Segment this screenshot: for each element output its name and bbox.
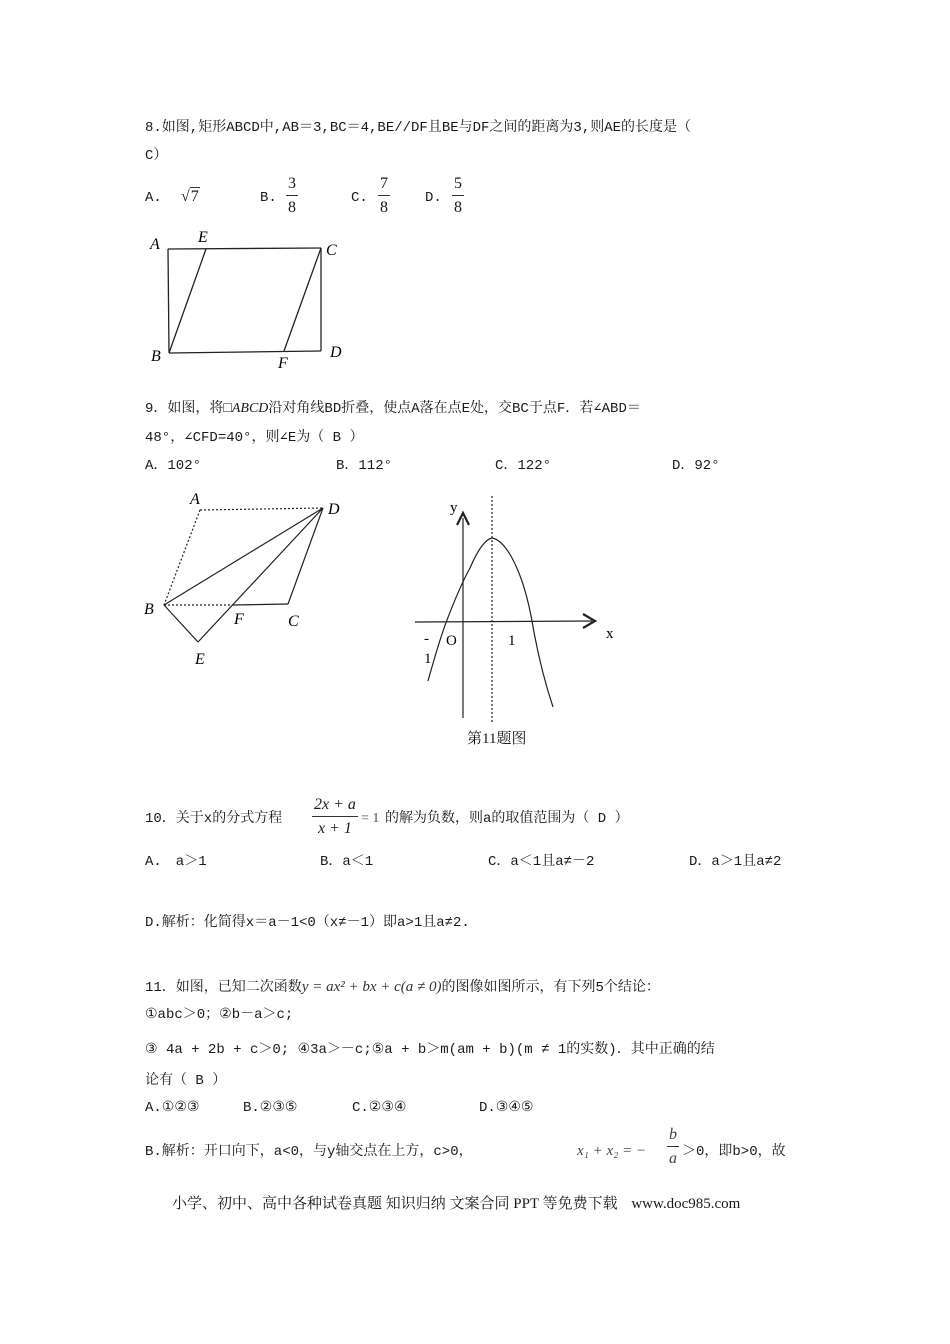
q11-option-c: C.②③④ [352,1100,407,1116]
q9-label-f: F [234,611,244,628]
q9-line2: 48°，∠CFD=40°，则∠E为（ B ） [145,430,364,446]
q9-line1: 9．如图，将□ABCD沿对角线BD折叠，使点A落在点E处，交BC于点F．若∠ABD＝ [145,401,641,417]
q10-analysis: D.解析：化简得x＝a－1<0（x≠－1）即a>1且a≠2. [145,915,470,931]
q8-label-a: A [150,236,160,253]
q9-label-b: B [144,601,154,618]
graph-y-label: y [450,500,458,516]
q10-option-c: C．a＜1且a≠－2 [488,854,595,870]
q10-option-a: A. a＞1 [145,854,207,870]
q8-label-c: C [326,242,337,259]
q8-option-d-label: D. [425,190,442,206]
q8-label-b: B [151,348,161,365]
graph-x-label: x [606,626,614,642]
q8-option-a-value: √7 [181,188,199,205]
figure-11-caption: 第11题图 [466,727,527,748]
q11-line2: ①abc＞0；②b－a＞c; [145,1007,294,1023]
footer-url[interactable]: www.doc985.com [631,1196,741,1212]
q8-line2: C） [145,148,168,164]
q9-option-d: D．92° [672,458,720,474]
q9-option-b: B．112° [336,458,393,474]
q10-fraction: 2x + a x + 1 [314,796,356,837]
q8-option-a-label: A. [145,190,162,206]
q8-line1: 8.如图,矩形ABCD中,AB＝3,BC＝4,BE//DF且BE与DF之间的距离为3,则AE的长度是（ [145,120,692,136]
q11-line3: ③ 4a + 2b + c＞0; ④3a＞－c;⑤a + b＞m(am + b)(m ≠ 1的实数)．其中正确的结 [145,1042,715,1058]
q11-analysis: B.解析：开口向下，a<0，与y轴交点在上方，c>0， x₁ + x₂ = − b a ＞0，即b>0，故 [145,1126,786,1167]
q8-label-d: D [330,344,342,361]
graph-minus-sign: - [424,631,429,647]
q11-option-a: A.①②③ [145,1100,200,1116]
q8-rectangle-figure [140,225,360,375]
q9-label-d: D [328,501,340,518]
graph-tick-one: 1 [508,633,516,649]
q11-line4: 论有（ B ） [145,1073,227,1089]
parabola-graph [400,488,630,753]
q11-option-d: D.③④⑤ [479,1100,534,1116]
q9-label-c: C [288,613,299,630]
page-footer [172,1192,740,1213]
q9-fold-figure [140,488,370,673]
q11-option-b: B.②③⑤ [243,1100,298,1116]
graph-neg-one: 1 [424,651,432,667]
q9-label-e: E [195,651,205,668]
q9-option-c: C．122° [495,458,552,474]
q8-option-c-fraction: 7 8 [380,175,388,216]
q8-label-f: F [278,355,288,372]
q9-option-a: A．102° [145,458,202,474]
q10-option-d: D．a＞1且a≠2 [689,854,782,870]
footer-text: 小学、初中、高中各种试卷真题 知识归纳 文案合同 PPT 等免费下载 [172,1196,618,1212]
q11-analysis-fraction: b a [669,1126,677,1167]
q8-option-b-fraction: 3 8 [288,175,296,216]
q9-label-a: A [190,491,200,508]
q8-option-c-label: C. [351,190,368,206]
q11-line1: 11．如图，已知二次函数y = ax² + bx + c(a ≠ 0)的图像如图所示，有下列5个结论： [145,979,660,996]
q8-option-d-fraction: 5 8 [454,175,462,216]
q10-option-b: B．a＜1 [320,854,374,870]
q8-label-e: E [198,229,208,246]
q8-option-b-label: B. [260,190,277,206]
graph-origin-label: O [446,633,457,649]
